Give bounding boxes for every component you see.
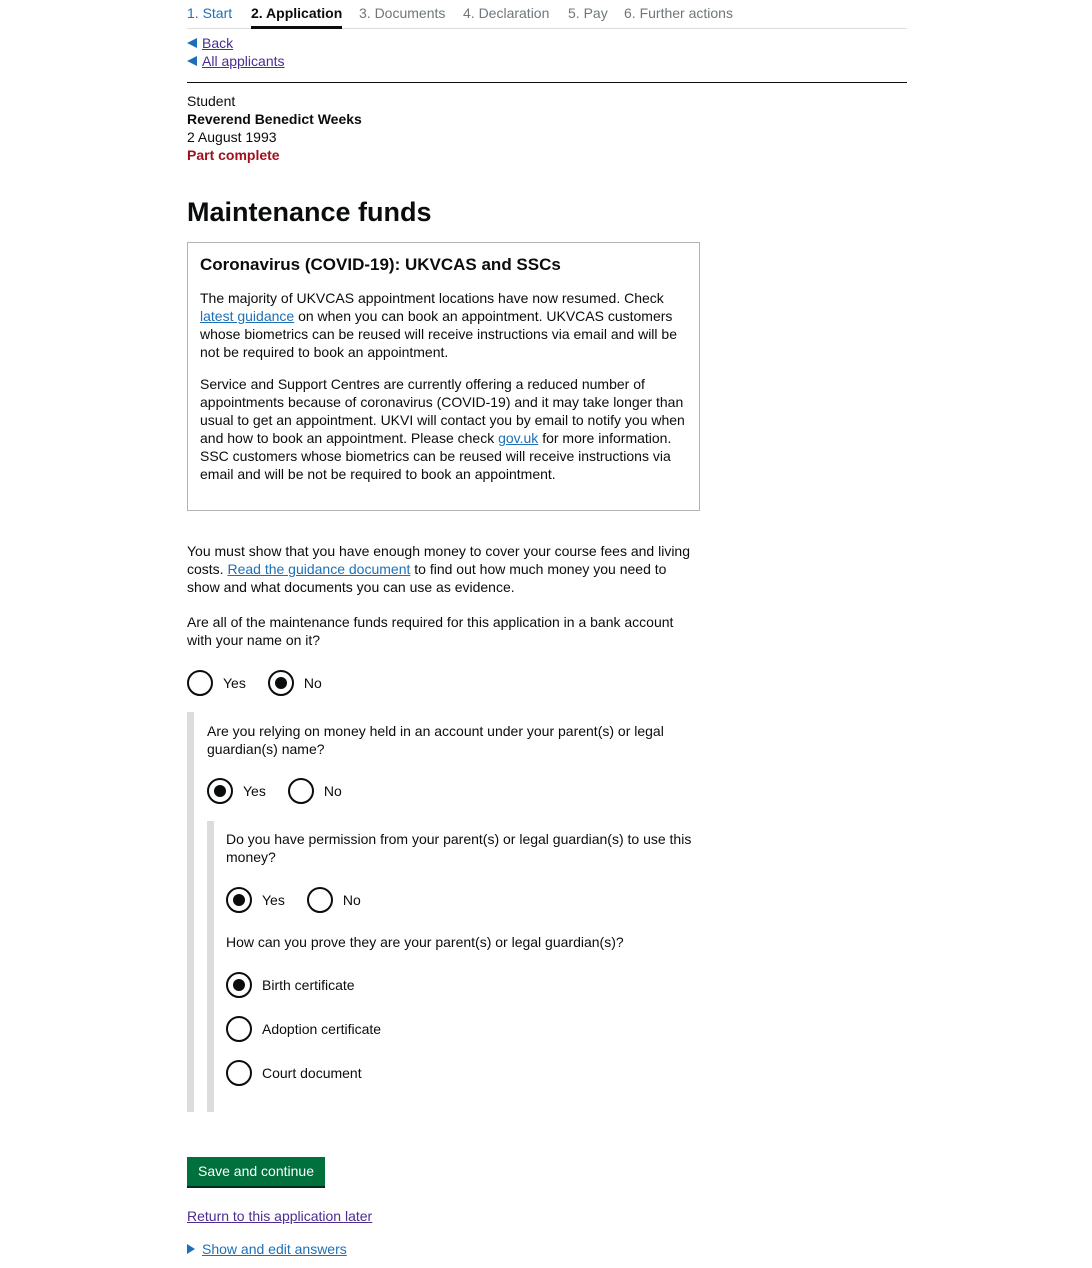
save-and-continue-button[interactable]: Save and continue — [187, 1157, 325, 1186]
gov-uk-link[interactable]: gov.uk — [498, 430, 539, 446]
applicant-status: Part complete — [187, 147, 280, 163]
applicant-role: Student — [187, 93, 236, 109]
back-link-label: Back — [202, 35, 234, 51]
conditional-reveal-bar-nested — [207, 821, 214, 1112]
question-proof: How can you prove they are your parent(s) or legal guardian(s)? — [226, 934, 624, 950]
radio-option-no[interactable]: No — [288, 778, 342, 804]
covid-notice — [187, 242, 700, 511]
intro-text: You must show that you have enough money to cover your course fees and living costs. Read the guidance document to find out how much money you need to show and what documents you can use as evidence. — [187, 543, 691, 595]
return-later-link[interactable]: Return to this application later — [187, 1208, 373, 1224]
step-start[interactable]: 1. Start — [187, 5, 233, 21]
radio-option-no[interactable]: No — [268, 670, 322, 696]
radio-group-own-account — [187, 670, 344, 696]
radio-option-birth-certificate[interactable]: Birth certificate — [226, 971, 381, 999]
applicant-name: Reverend Benedict Weeks — [187, 111, 362, 127]
triangle-left-icon — [187, 38, 197, 48]
radio-option-yes[interactable]: Yes — [187, 670, 246, 696]
notice-paragraph-1: The majority of UKVCAS appointment locations have now resumed. Check latest guidance on when you can book an appointment. UKVCAS customers whose biometrics can be reused will receive instructions via email and will be not be required to book an appointment. — [200, 290, 677, 360]
question-parent-account: Are you relying on money held in an account under your parent(s) or legal guardian(s) name? — [207, 723, 664, 757]
radio-button[interactable] — [226, 1060, 252, 1086]
radio-button[interactable] — [187, 670, 213, 696]
step-declaration: 4. Declaration — [463, 5, 550, 21]
radio-button-selected[interactable] — [226, 887, 252, 913]
radio-button[interactable] — [226, 1016, 252, 1042]
back-link[interactable] — [187, 34, 285, 52]
step-documents: 3. Documents — [359, 5, 446, 21]
show-edit-answers-toggle[interactable] — [187, 1241, 347, 1257]
conditional-reveal-bar — [187, 712, 194, 1112]
radio-option-no[interactable]: No — [307, 887, 361, 913]
triangle-right-icon — [187, 1244, 195, 1254]
radio-group-permission — [226, 887, 383, 913]
question-permission: Do you have permission from your parent(s) or legal guardian(s) to use this money? — [226, 831, 692, 865]
all-applicants-label: All applicants — [202, 53, 285, 69]
radio-button[interactable] — [307, 887, 333, 913]
radio-group-proof — [226, 971, 381, 1103]
step-application: 2. Application — [251, 5, 343, 21]
show-edit-answers-link[interactable]: Show and edit answers — [202, 1241, 347, 1257]
radio-button[interactable] — [288, 778, 314, 804]
latest-guidance-link[interactable]: latest guidance — [200, 308, 295, 324]
page-container — [187, 0, 907, 1257]
guidance-document-link[interactable]: Read the guidance document — [227, 561, 411, 577]
applicant-summary — [187, 92, 362, 164]
radio-button-selected[interactable] — [268, 670, 294, 696]
step-further-actions: 6. Further actions — [624, 5, 733, 21]
all-applicants-link[interactable] — [187, 52, 285, 70]
radio-option-yes[interactable]: Yes — [226, 887, 285, 913]
triangle-left-icon — [187, 56, 197, 66]
notice-title: Coronavirus (COVID-19): UKVCAS and SSCs — [200, 255, 561, 274]
radio-option-yes[interactable]: Yes — [207, 778, 266, 804]
radio-option-court-document[interactable]: Court document — [226, 1059, 381, 1087]
radio-button-selected[interactable] — [226, 972, 252, 998]
back-links — [187, 34, 285, 70]
radio-option-adoption-certificate[interactable]: Adoption certificate — [226, 1015, 381, 1043]
radio-button-selected[interactable] — [207, 778, 233, 804]
question-own-account: Are all of the maintenance funds required for this application in a bank account with your name on it? — [187, 614, 674, 648]
progress-steps — [187, 0, 907, 29]
divider — [187, 82, 907, 83]
radio-group-parent-account — [207, 778, 364, 804]
notice-paragraph-2: Service and Support Centres are currently offering a reduced number of appointments because of coronavirus (COVID-19) and it may take longer than usual to get an appointment. UKVI will contact you by email to notify you when and how to book an appointment. Please check gov.uk for more information. SSC customers whose biometrics can be reused will receive instructions via email and will be not be required to book an appointment. — [200, 376, 685, 482]
step-pay: 5. Pay — [568, 5, 608, 21]
page-title: Maintenance funds — [187, 197, 432, 227]
applicant-dob: 2 August 1993 — [187, 129, 277, 145]
